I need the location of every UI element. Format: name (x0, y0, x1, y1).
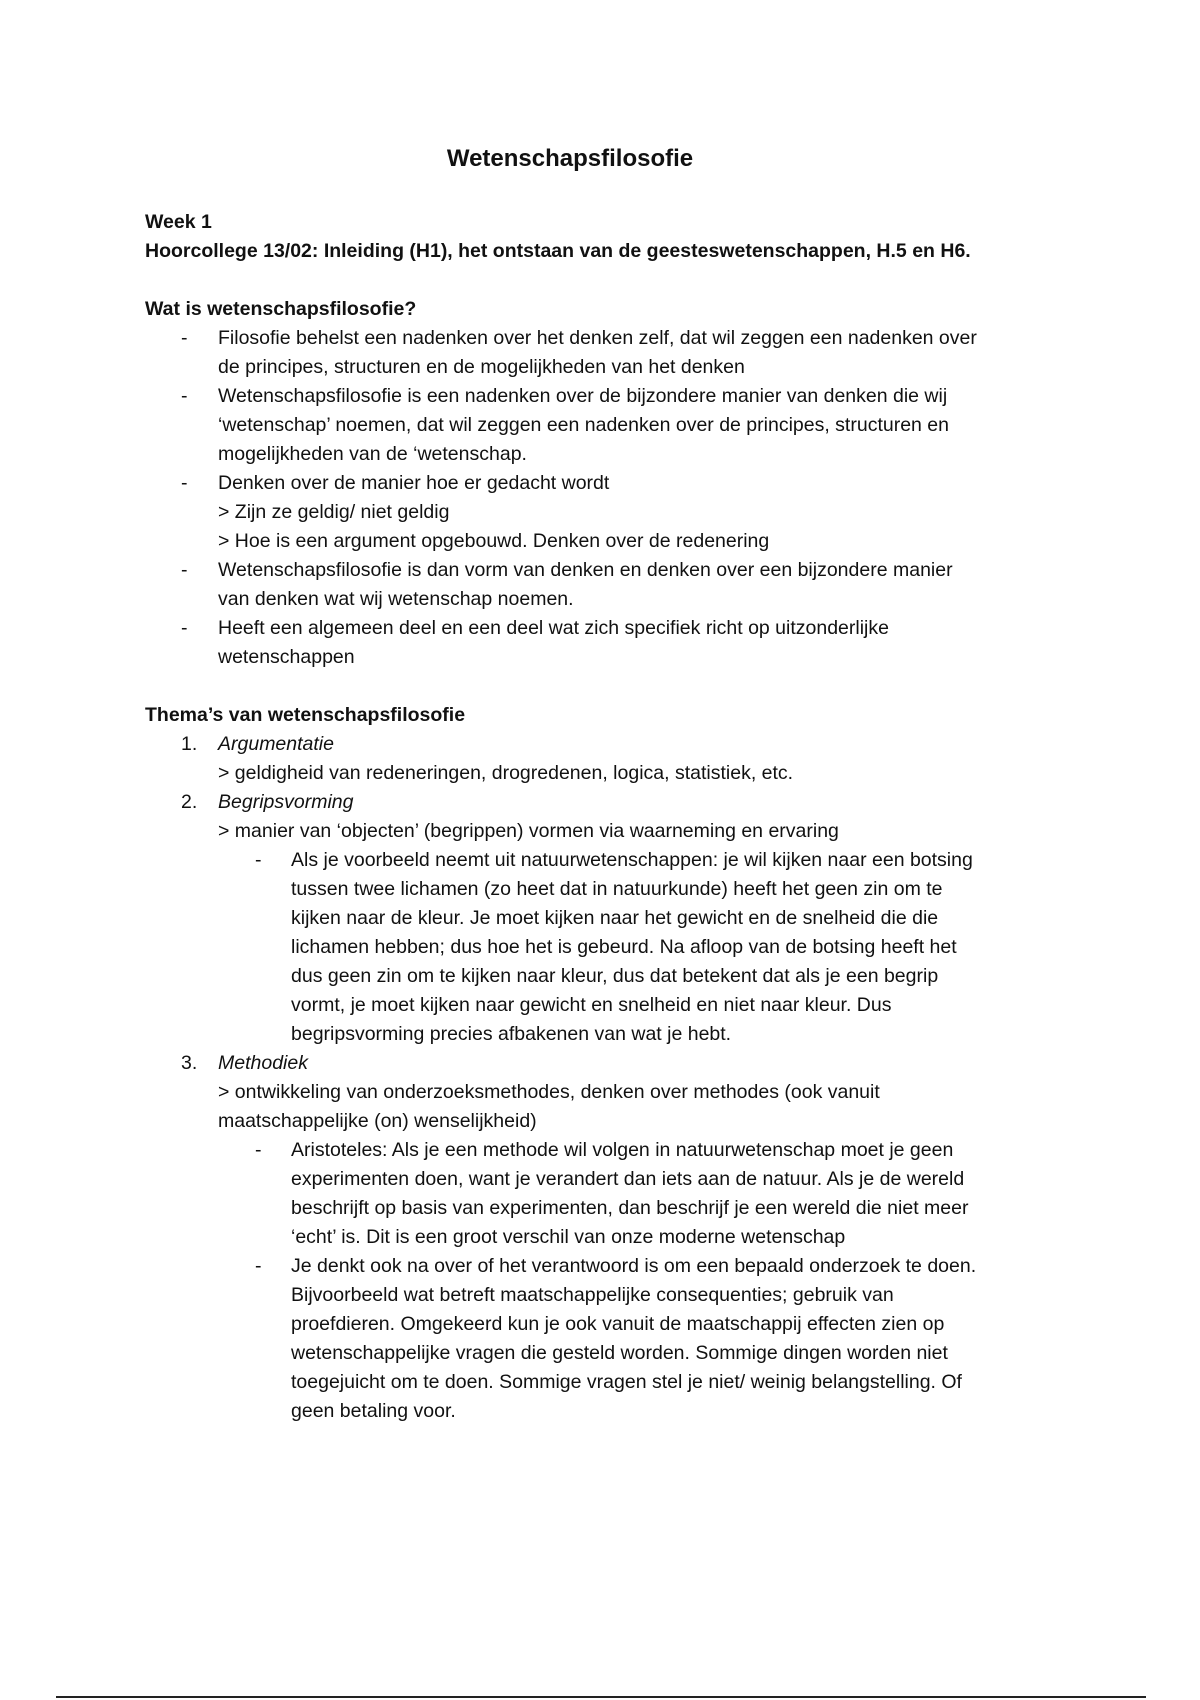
list-item (145, 324, 1105, 382)
list-item-line: ‘wetenschap’ noemen, dat wil zeggen een nadenken over de principes, structuren en (218, 414, 949, 436)
footer-divider (56, 1696, 1146, 1698)
bullet-dash-icon: - (255, 1139, 262, 1161)
sub-item-line: Aristoteles: Als je een methode wil volgen in natuurwetenschap moet je geen (291, 1139, 954, 1161)
bullet-dash-icon: - (181, 472, 188, 494)
list-item (145, 556, 1105, 614)
sub-list-item (145, 846, 1105, 1049)
theme-item-begripsvorming (145, 788, 1105, 846)
list-item-line: Heeft een algemeen deel en een deel wat zich specifiek richt op uitzonderlijke (218, 617, 889, 639)
theme-description: maatschappelijke (on) wenselijkheid) (218, 1110, 537, 1132)
list-number: 1. (181, 733, 198, 755)
bullet-dash-icon: - (181, 327, 188, 349)
list-item (145, 614, 1105, 672)
bullet-dash-icon: - (255, 1255, 262, 1277)
sub-item-line: Bijvoorbeeld wat betreft maatschappelijke consequenties; gebruik van (291, 1284, 894, 1306)
section-heading-themes: Thema’s van wetenschapsfilosofie (145, 704, 466, 726)
sub-item-line: experimenten doen, want je verandert dan iets aan de natuur. Als je de wereld (291, 1168, 965, 1190)
sub-item-line: begripsvorming precies afbakenen van wat je hebt. (291, 1023, 732, 1045)
bullet-dash-icon: - (255, 849, 262, 871)
theme-name: Argumentatie (218, 733, 334, 755)
list-item-line: Wetenschapsfilosofie is dan vorm van denken en denken over een bijzondere manier (218, 559, 953, 581)
theme-item-argumentatie (145, 730, 1105, 788)
week-label: Week 1 (145, 211, 212, 233)
theme-item-methodiek (145, 1049, 1105, 1136)
theme-name: Begripsvorming (218, 791, 354, 813)
theme-name: Methodiek (218, 1052, 308, 1074)
sub-item-line: ‘echt’ is. Dit is een groot verschil van onze moderne wetenschap (291, 1226, 846, 1248)
section-heading-what-is: Wat is wetenschapsfilosofie? (145, 298, 417, 320)
spacer (145, 266, 1105, 295)
bullet-dash-icon: - (181, 385, 188, 407)
list-item-line: Wetenschapsfilosofie is een nadenken over de bijzondere manier van denken die wij (218, 385, 948, 407)
list-item-line: de principes, structuren en de mogelijkheden van het denken (218, 356, 745, 378)
bullet-list-what-is (145, 324, 1105, 672)
document-title: Wetenschapsfilosofie (446, 145, 694, 172)
sub-item-line: proefdieren. Omgekeerd kun je ook vanuit de maatschappij effecten zien op (291, 1313, 945, 1335)
sub-item-line: kijken naar de kleur. Je moet kijken naar het gewicht en de snelheid die die (291, 907, 939, 929)
sub-item-line: lichamen hebben; dus hoe het is gebeurd. Na afloop van de botsing heeft het (291, 936, 957, 958)
sub-item-line: geen betaling voor. (291, 1400, 456, 1422)
list-item-line: Filosofie behelst een nadenken over het denken zelf, dat wil zeggen een nadenken over (218, 327, 977, 349)
list-item-line: > Zijn ze geldig/ niet geldig (218, 501, 450, 523)
list-item-line: mogelijkheden van de ‘wetenschap. (218, 443, 527, 465)
theme-description: > geldigheid van redeneringen, drogredenen, logica, statistiek, etc. (218, 762, 794, 784)
list-item-line: > Hoe is een argument opgebouwd. Denken over de redenering (218, 530, 770, 552)
sub-item-line: tussen twee lichamen (zo heet dat in natuurkunde) heeft het geen zin om te (291, 878, 943, 900)
document-body (145, 208, 1105, 1426)
theme-description: > ontwikkeling van onderzoeksmethodes, denken over methodes (ook vanuit (218, 1081, 880, 1103)
list-number: 3. (181, 1052, 198, 1074)
list-item (145, 382, 1105, 469)
spacer (145, 672, 1105, 701)
list-number: 2. (181, 791, 198, 813)
sub-item-line: Je denkt ook na over of het verantwoord is om een bepaald onderzoek te doen. (291, 1255, 977, 1277)
sub-list-item (145, 1252, 1105, 1426)
list-item-line: Denken over de manier hoe er gedacht wordt (218, 472, 610, 494)
theme-description: > manier van ‘objecten’ (begrippen) vormen via waarneming en ervaring (218, 820, 839, 842)
sub-list-item (145, 1136, 1105, 1252)
sub-item-line: beschrijft op basis van experimenten, dan beschrijf je een wereld die niet meer (291, 1197, 969, 1219)
sub-item-line: toegejuicht om te doen. Sommige vragen stel je niet/ weinig belangstelling. Of (291, 1371, 962, 1393)
sub-item-line: Als je voorbeeld neemt uit natuurwetenschappen: je wil kijken naar een botsing (291, 849, 973, 871)
list-item-line: wetenschappen (218, 646, 355, 668)
sub-item-line: wetenschappelijke vragen die gesteld worden. Sommige dingen worden niet (291, 1342, 948, 1364)
bullet-dash-icon: - (181, 617, 188, 639)
numbered-list-themes (145, 730, 1105, 1426)
bullet-dash-icon: - (181, 559, 188, 581)
sub-item-line: dus geen zin om te kijken naar kleur, dus dat betekent dat als je een begrip (291, 965, 939, 987)
sub-item-line: vormt, je moet kijken naar gewicht en snelheid en niet naar kleur. Dus (291, 994, 892, 1016)
list-item (145, 469, 1105, 556)
lecture-heading: Hoorcollege 13/02: Inleiding (H1), het ontstaan van de geesteswetenschappen, H.5 en H6. (145, 240, 971, 262)
list-item-line: van denken wat wij wetenschap noemen. (218, 588, 574, 610)
